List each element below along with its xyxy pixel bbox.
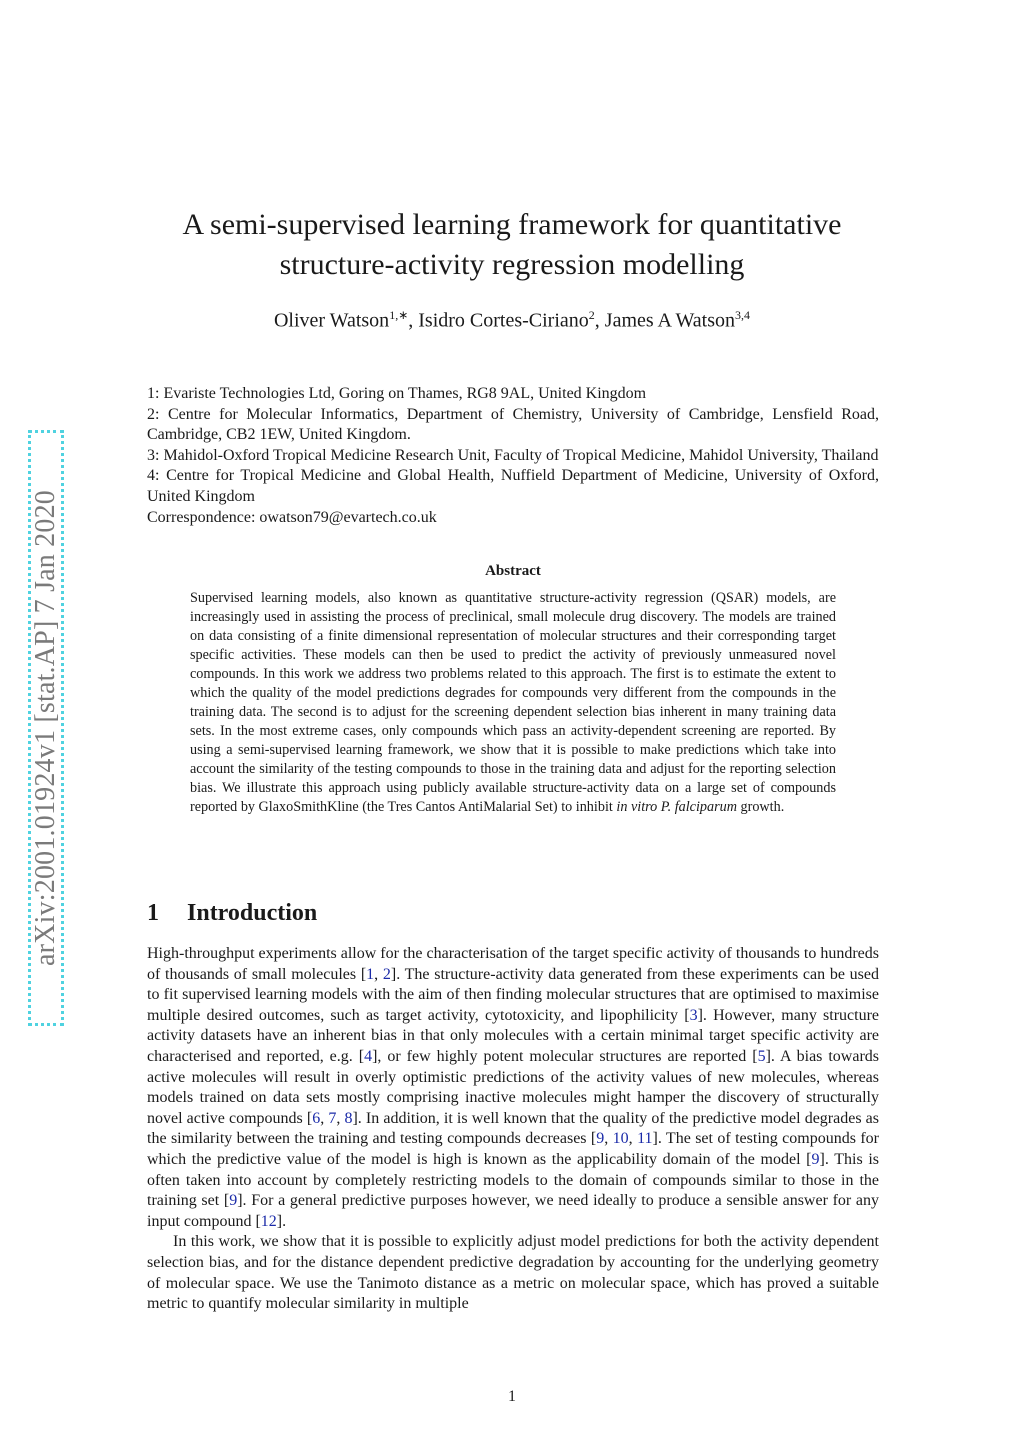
author-affil-marker: 2 [588, 308, 595, 322]
citation-link[interactable]: 9 [811, 1150, 820, 1168]
section-number: 1 [147, 900, 159, 926]
citation-link[interactable]: 2 [382, 965, 391, 983]
abstract-body [190, 589, 836, 817]
intro-text: ]. A bias towards active molecules will result in overly optimistic predictions of the activity values of new molecules, whereas models trained on data sets mostly comprising inactive molecules might hamper the discovery of structurally novel active compounds [ [147, 1047, 880, 1127]
author-affil-marker: 1,∗ [389, 308, 409, 322]
citation-link[interactable]: 9 [229, 1192, 238, 1210]
author-name: James A Watson [604, 309, 736, 332]
intro-text: ]. The set of testing compounds for which the predictive value of the model is high is known as the applicability domain of the model [ [147, 1130, 880, 1168]
section-heading [147, 900, 317, 927]
intro-text: , [604, 1130, 613, 1148]
paper-title [140, 205, 884, 285]
affiliation: 4: Centre for Tropical Medicine and Global Health, Nuffield Department of Medicine, University of Oxford, United Kingdom [147, 467, 879, 505]
intro-paragraph-1 [147, 944, 879, 1232]
affiliation: 1: Evariste Technologies Ltd, Goring on Thames, RG8 9AL, United Kingdom [147, 385, 647, 402]
author-name: Isidro Cortes-Ciriano [418, 309, 589, 332]
citation-link[interactable]: 1 [366, 965, 375, 983]
intro-text: , [628, 1130, 638, 1148]
arxiv-stamp-text: arXiv:2001.01924v1 [stat.AP] 7 Jan 2020 [30, 490, 61, 966]
citation-link[interactable]: 6 [312, 1109, 321, 1127]
intro-text: ]. However, many structure activity datasets have an inherent bias in that only molecules with a certain minimal target specific activity are characterised and reported, e.g. [ [147, 1006, 879, 1065]
title-line-1: A semi-supervised learning framework for quantitative [182, 208, 842, 241]
arxiv-stamp [28, 430, 64, 1026]
intro-text: ]. [276, 1212, 287, 1230]
citation-link[interactable]: 5 [757, 1047, 766, 1065]
affiliations [147, 384, 879, 528]
citation-link[interactable]: 11 [637, 1130, 653, 1148]
citation-link[interactable]: 3 [689, 1006, 698, 1024]
abstract-end: growth. [740, 799, 785, 815]
introduction-body [147, 944, 879, 1315]
intro-text: , [374, 965, 383, 983]
citation-link[interactable]: 9 [596, 1130, 605, 1148]
abstract-heading: Abstract [485, 563, 541, 579]
abstract-italic: in vitro P. falciparum [616, 799, 737, 815]
intro-text: , [336, 1109, 345, 1127]
intro-text: High-throughput experiments allow for the characterisation of the target specific activity of thousands to hundreds of thousands of small molecules [ [147, 945, 879, 983]
page-number: 1 [508, 1388, 516, 1405]
citation-link[interactable]: 12 [260, 1212, 277, 1230]
citation-link[interactable]: 7 [328, 1109, 337, 1127]
intro-text: ], or few highly potent molecular structures are reported [ [372, 1047, 758, 1065]
intro-text: ]. The structure-activity data generated from these experiments can be used to fit supervised learning models with the aim of then finding molecular structures that are optimised to maximise multiple desired outcomes, such as target activity, cytotoxicity, and lipophilicity [ [147, 965, 880, 1024]
intro-text: ]. This is often taken into account by completely restricting models to the domain of compounds similar to those in the training set [ [147, 1150, 880, 1210]
title-line-2: structure-activity regression modelling [279, 248, 745, 281]
intro-text: , [320, 1109, 329, 1127]
citation-link[interactable]: 8 [344, 1109, 353, 1127]
author-list: Oliver Watson$^{1,∗}$, Isidro Cortes-Ciriano$^2$, James A Watson$^{3,4}$ [273, 308, 751, 332]
intro-text: ]. In addition, it is well known that the quality of the predictive model degrades as the similarity between the training and testing compounds decreases [ [147, 1109, 880, 1148]
author-name: Oliver Watson [273, 309, 390, 332]
abstract-text: Supervised learning models, also known as quantitative structure-activity regression (QSAR) models, are increasingly used in assisting the process of preclinical, small molecule drug discovery. The models are trained on data consisting of a finite dimensional representation of molecular structures and their corresponding target specific activities. These models can then be used to predict the activity of previously unmeasured novel compounds. In this work we address two problems related to this approach. The first is to estimate the extent to which the quality of the model predictions degrades for compounds very different from the compounds in the training data. The second is to adjust for the screening dependent selection bias inherent in many training data sets. In the most extreme cases, only compounds which pass an activity-dependent screening are reported. By using a semi-supervised learning framework, we show that it is possible to make predictions which take into account the similarity of the testing compounds to those in the training data and adjust for the reporting selection bias. We illustrate this approach using publicly available structure-activity data on a large set of compounds reported by GlaxoSmithKline (the Tres Cantos AntiMalarial Set) to inhibit [190, 590, 836, 815]
citation-link[interactable]: 10 [612, 1130, 629, 1148]
affiliation: 3: Mahidol-Oxford Tropical Medicine Research Unit, Faculty of Tropical Medicine, Mahidol University, Thailand [147, 446, 879, 464]
citation-link[interactable]: 4 [364, 1047, 373, 1065]
intro-paragraph-2: In this work, we show that it is possible to explicitly adjust model predictions for both the activity dependent selection bias, and for the distance dependent predictive degradation by accounting for the underlying geometry of molecular space. We use the Tanimoto distance as a metric on molecular space, which has proved a suitable metric to quantify molecular similarity in multiple [147, 1233, 879, 1313]
section-title: Introduction [187, 900, 318, 926]
correspondence: Correspondence: owatson79@evartech.co.uk [147, 508, 437, 526]
intro-text: ]. For a general predictive purposes however, we need ideally to produce a sensible answer for any input compound [ [147, 1192, 879, 1230]
author-affil-marker: 3,4 [735, 308, 751, 322]
affiliation: 2: Centre for Molecular Informatics, Department of Chemistry, University of Cambridge, Lensfield Road, Cambridge, CB2 1EW, United Kingdom. [147, 405, 879, 444]
